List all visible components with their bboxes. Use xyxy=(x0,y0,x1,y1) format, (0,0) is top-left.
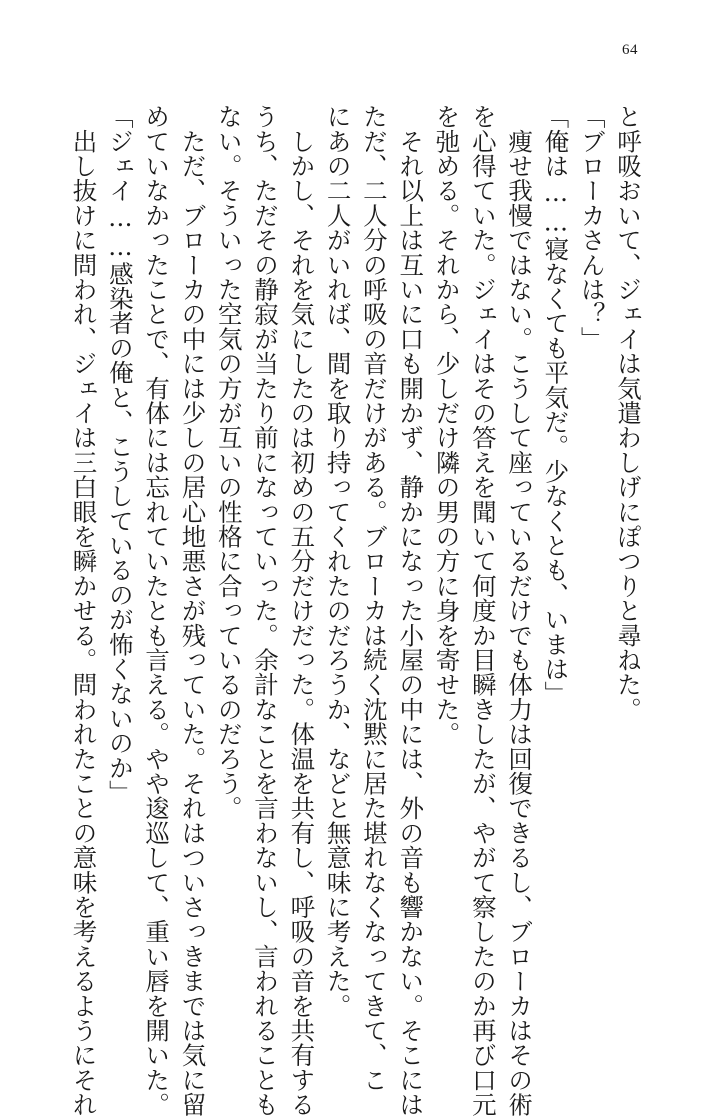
text-line: と呼吸おいて、ジェイは気遣わしげにぽつりと尋ねた。 xyxy=(614,104,643,722)
text-line: ただ、二人分の呼吸の音だけがある。ブローカは続く沈黙に居た堪れなくなってきて、こ xyxy=(359,104,389,1092)
text-line: 「ブローカさんは？」 xyxy=(577,104,607,351)
text-line: 「ジェイ……感染者の俺と、こうしているのが怖くないのか」 xyxy=(105,104,135,805)
text-line: 「俺は……寝なくても平気だ。少なくとも、いまは」 xyxy=(541,104,571,706)
vertical-text-block xyxy=(65,104,646,1117)
text-line: 痩せ我慢ではない。こうして座っているだけでも体力は回復できるし、ブローカはその術 xyxy=(505,104,535,1117)
text-line: しかし、それを気にしたのは初めの五分だけだった。体温を共有し、呼吸の音を共有する xyxy=(287,104,317,1117)
text-line: を心得ていた。ジェイはその答えを聞いて何度か目瞬きしたが、やがて察したのか再び口元 xyxy=(468,104,498,1117)
text-line: ただ、ブローカの中には少しの居心地悪さが残っていた。それはついさっきまでは気に留 xyxy=(178,104,208,1117)
text-line: うち、ただその静寂が当たり前になっていった。余計なことを言わないし、言われることも xyxy=(251,104,281,1117)
text-line: 出し抜けに問われ、ジェイは三白眼を瞬かせる。問われたことの意味を考えるようにそれ xyxy=(69,104,99,1117)
page-number: 64 xyxy=(622,42,638,58)
text-line: にあの二人がいれば、間を取り持ってくれたのだろうか、などと無意味に考えた。 xyxy=(323,104,353,1018)
text-line: ない。そういった空気の方が互いの性格に合っているのだろう。 xyxy=(214,104,244,821)
text-line: それ以上は互いに口も開かず、静かになった小屋の中には、外の音も響かない。そこには xyxy=(396,104,426,1117)
text-line: めていなかったことで、有体には忘れていたとも言える。やや逡巡して、重い唇を開いた。 xyxy=(142,104,172,1117)
text-line: を弛める。それから、少しだけ隣の男の方に身を寄せた。 xyxy=(432,104,462,747)
